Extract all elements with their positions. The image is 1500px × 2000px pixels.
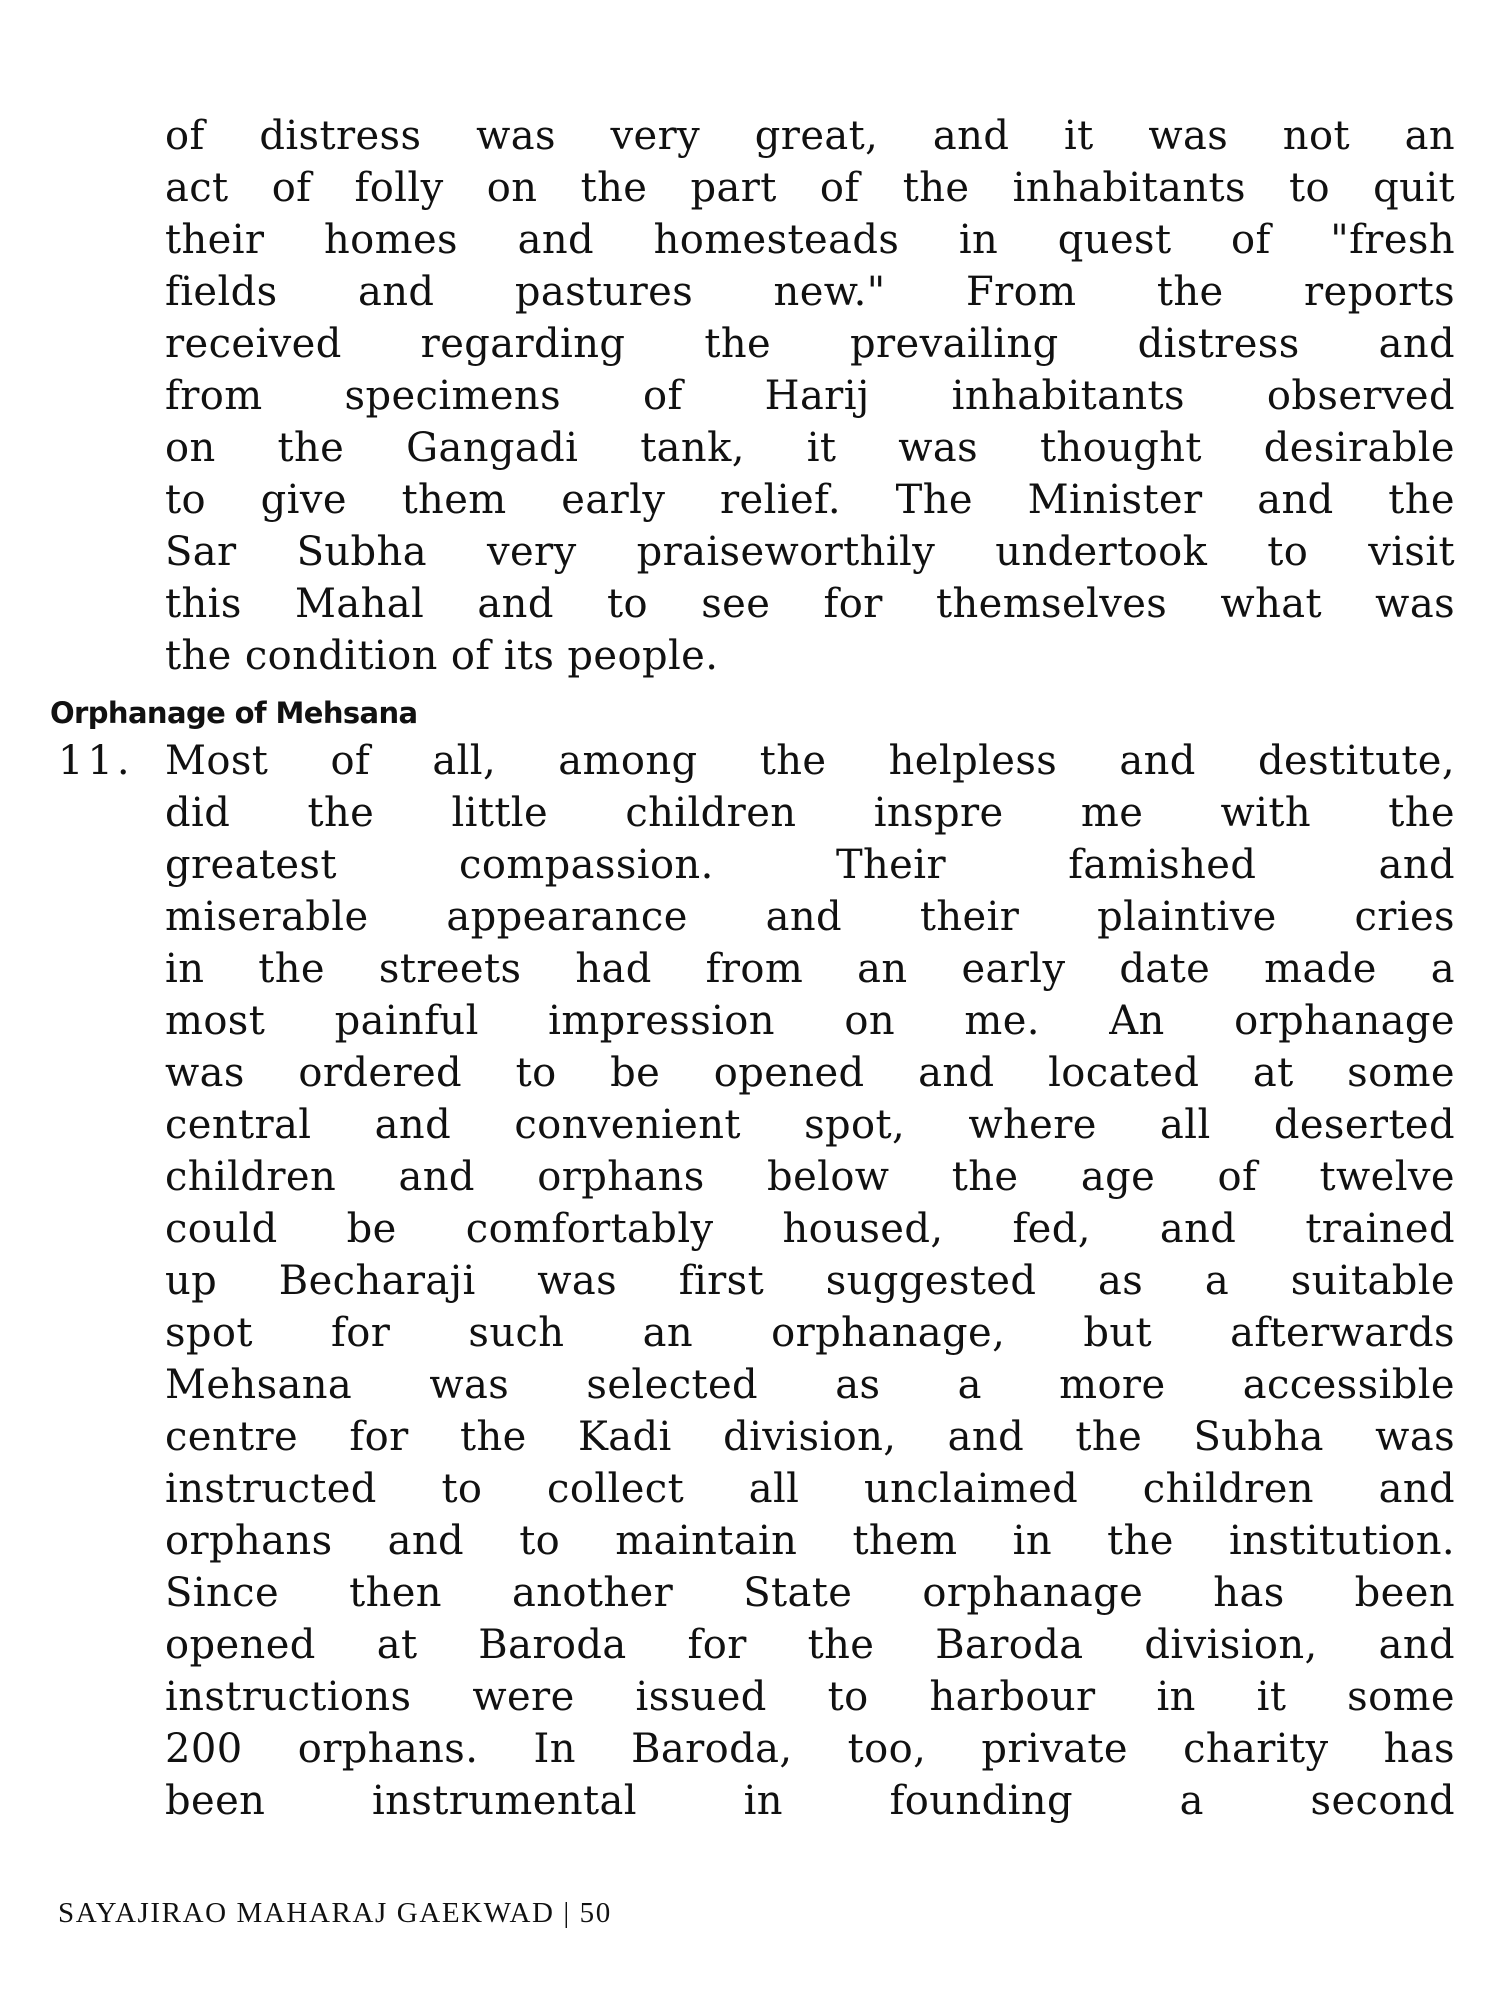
text-line: this Mahal and to see for themselves what was	[165, 581, 1455, 627]
text-line: most painful impression on me. An orphanage	[165, 998, 1455, 1044]
text-line: received regarding the prevailing distress and	[165, 321, 1455, 367]
section-heading: Orphanage of Mehsana	[50, 696, 418, 730]
text-line: instructions were issued to harbour in it some	[165, 1674, 1455, 1720]
text-line: up Becharaji was first suggested as a suitable	[165, 1258, 1455, 1304]
text-line: from specimens of Harij inhabitants observed	[165, 373, 1455, 419]
text-line: instructed to collect all unclaimed children and	[165, 1466, 1455, 1512]
text-line: to give them early relief. The Minister and the	[165, 477, 1455, 523]
text-line: Sar Subha very praiseworthily undertook to visit	[165, 529, 1455, 575]
text-line: opened at Baroda for the Baroda division, and	[165, 1622, 1455, 1668]
paragraph-number: 11.	[58, 738, 134, 784]
text-line: in the streets had from an early date made a	[165, 946, 1455, 992]
page-footer: SAYAJIRAO MAHARAJ GAEKWAD | 50	[58, 1897, 612, 1929]
text-line: been instrumental in founding a second	[165, 1778, 1455, 1824]
text-line: Mehsana was selected as a more accessible	[165, 1362, 1455, 1408]
text-line: 200 orphans. In Baroda, too, private charity has	[165, 1726, 1455, 1772]
text-line: did the little children inspre me with the	[165, 790, 1455, 836]
text-line: central and convenient spot, where all deserted	[165, 1102, 1455, 1148]
text-line: Since then another State orphanage has been	[165, 1570, 1455, 1616]
text-line: miserable appearance and their plaintive cries	[165, 894, 1455, 940]
text-line: their homes and homesteads in quest of "fresh	[165, 217, 1455, 263]
text-line: was ordered to be opened and located at some	[165, 1050, 1455, 1096]
text-line: the condition of its people.	[165, 633, 719, 679]
text-line: Most of all, among the helpless and destitute,	[165, 738, 1455, 784]
text-line: act of folly on the part of the inhabitants to quit	[165, 165, 1455, 211]
text-line: on the Gangadi tank, it was thought desirable	[165, 425, 1455, 471]
text-line: spot for such an orphanage, but afterwards	[165, 1310, 1455, 1356]
text-line: could be comfortably housed, fed, and trained	[165, 1206, 1455, 1252]
text-line: children and orphans below the age of twelve	[165, 1154, 1455, 1200]
text-line: fields and pastures new." From the reports	[165, 269, 1455, 315]
text-line: orphans and to maintain them in the institution.	[165, 1518, 1455, 1564]
text-line: centre for the Kadi division, and the Subha was	[165, 1414, 1455, 1460]
text-line: of distress was very great, and it was not an	[165, 113, 1455, 159]
text-line: greatest compassion. Their famished and	[165, 842, 1455, 888]
